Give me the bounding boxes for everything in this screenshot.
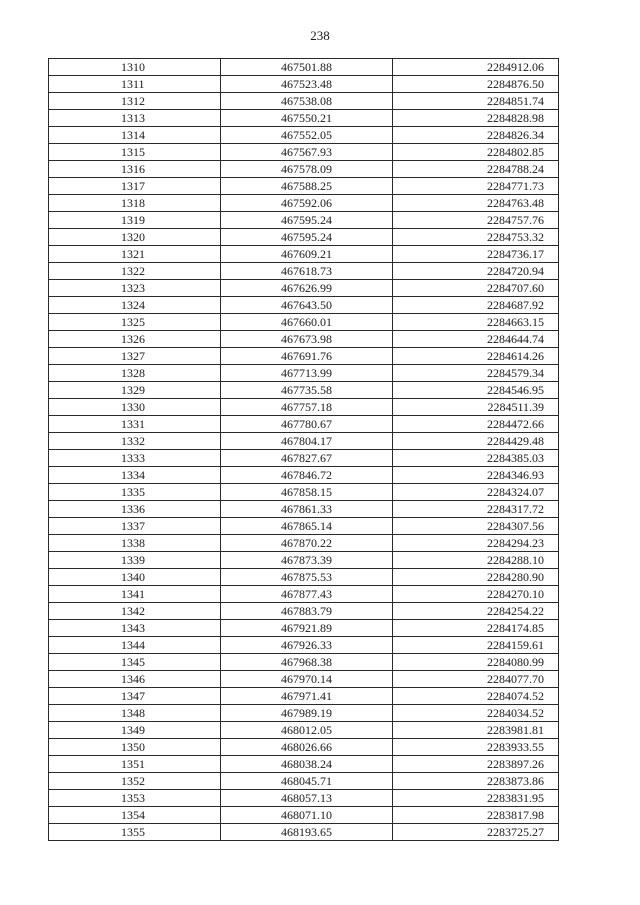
- x-coordinate-cell: 467875.53: [221, 569, 393, 586]
- x-coordinate-cell: 467673.98: [221, 331, 393, 348]
- y-coordinate-cell: 2284324.07: [393, 484, 559, 501]
- point-number-cell: 1317: [49, 178, 221, 195]
- table-row: [49, 93, 559, 110]
- table-row: [49, 586, 559, 603]
- x-coordinate-cell: 467846.72: [221, 467, 393, 484]
- point-number-cell: 1315: [49, 144, 221, 161]
- x-coordinate-cell: 468038.24: [221, 756, 393, 773]
- point-number-cell: 1324: [49, 297, 221, 314]
- y-coordinate-cell: 2284707.60: [393, 280, 559, 297]
- point-number-cell: 1350: [49, 739, 221, 756]
- x-coordinate-cell: 467970.14: [221, 671, 393, 688]
- y-coordinate-cell: 2284757.76: [393, 212, 559, 229]
- point-number-cell: 1318: [49, 195, 221, 212]
- y-coordinate-cell: 2284346.93: [393, 467, 559, 484]
- point-number-cell: 1319: [49, 212, 221, 229]
- x-coordinate-cell: 467538.08: [221, 93, 393, 110]
- page-number: 238: [310, 28, 330, 43]
- x-coordinate-cell: 467858.15: [221, 484, 393, 501]
- x-coordinate-cell: 467861.33: [221, 501, 393, 518]
- point-number-cell: 1336: [49, 501, 221, 518]
- point-number-cell: 1343: [49, 620, 221, 637]
- point-number-cell: 1326: [49, 331, 221, 348]
- table-row: [49, 161, 559, 178]
- point-number-cell: 1332: [49, 433, 221, 450]
- point-number-cell: 1312: [49, 93, 221, 110]
- y-coordinate-cell: 2284159.61: [393, 637, 559, 654]
- table-row: [49, 603, 559, 620]
- table-row: [49, 59, 559, 76]
- point-number-cell: 1352: [49, 773, 221, 790]
- coordinate-table: [48, 58, 559, 841]
- x-coordinate-cell: 467691.76: [221, 348, 393, 365]
- table-row: [49, 620, 559, 637]
- y-coordinate-cell: 2284851.74: [393, 93, 559, 110]
- x-coordinate-cell: 467713.99: [221, 365, 393, 382]
- x-coordinate-cell: 468026.66: [221, 739, 393, 756]
- table-row: [49, 399, 559, 416]
- x-coordinate-cell: 467971.41: [221, 688, 393, 705]
- point-number-cell: 1311: [49, 76, 221, 93]
- table-row: [49, 382, 559, 399]
- y-coordinate-cell: 2284614.26: [393, 348, 559, 365]
- table-row: [49, 212, 559, 229]
- table-row: [49, 637, 559, 654]
- table-row: [49, 178, 559, 195]
- x-coordinate-cell: 467735.58: [221, 382, 393, 399]
- point-number-cell: 1337: [49, 518, 221, 535]
- table-row: [49, 552, 559, 569]
- y-coordinate-cell: 2284294.23: [393, 535, 559, 552]
- x-coordinate-cell: 467827.67: [221, 450, 393, 467]
- x-coordinate-cell: 467780.67: [221, 416, 393, 433]
- y-coordinate-cell: 2284736.17: [393, 246, 559, 263]
- point-number-cell: 1355: [49, 824, 221, 841]
- x-coordinate-cell: 467609.21: [221, 246, 393, 263]
- y-coordinate-cell: 2284579.34: [393, 365, 559, 382]
- table-row: [49, 722, 559, 739]
- y-coordinate-cell: 2283981.81: [393, 722, 559, 739]
- table-row: [49, 739, 559, 756]
- x-coordinate-cell: 467550.21: [221, 110, 393, 127]
- table-row: [49, 773, 559, 790]
- y-coordinate-cell: 2284254.22: [393, 603, 559, 620]
- y-coordinate-cell: 2284280.90: [393, 569, 559, 586]
- x-coordinate-cell: 468071.10: [221, 807, 393, 824]
- y-coordinate-cell: 2284385.03: [393, 450, 559, 467]
- y-coordinate-cell: 2284663.15: [393, 314, 559, 331]
- point-number-cell: 1348: [49, 705, 221, 722]
- y-coordinate-cell: 2284270.10: [393, 586, 559, 603]
- y-coordinate-cell: 2283831.95: [393, 790, 559, 807]
- x-coordinate-cell: 467592.06: [221, 195, 393, 212]
- y-coordinate-cell: 2284912.06: [393, 59, 559, 76]
- y-coordinate-cell: 2284174.85: [393, 620, 559, 637]
- table-row: [49, 705, 559, 722]
- y-coordinate-cell: 2284307.56: [393, 518, 559, 535]
- y-coordinate-cell: 2284826.34: [393, 127, 559, 144]
- table-row: [49, 671, 559, 688]
- point-number-cell: 1323: [49, 280, 221, 297]
- table-row: [49, 280, 559, 297]
- y-coordinate-cell: 2284876.50: [393, 76, 559, 93]
- y-coordinate-cell: 2283725.27: [393, 824, 559, 841]
- point-number-cell: 1346: [49, 671, 221, 688]
- table-row: [49, 518, 559, 535]
- x-coordinate-cell: 467501.88: [221, 59, 393, 76]
- x-coordinate-cell: 467865.14: [221, 518, 393, 535]
- y-coordinate-cell: 2284317.72: [393, 501, 559, 518]
- y-coordinate-cell: 2283897.26: [393, 756, 559, 773]
- point-number-cell: 1316: [49, 161, 221, 178]
- point-number-cell: 1344: [49, 637, 221, 654]
- table-row: [49, 110, 559, 127]
- point-number-cell: 1310: [49, 59, 221, 76]
- y-coordinate-cell: 2284802.85: [393, 144, 559, 161]
- x-coordinate-cell: 467618.73: [221, 263, 393, 280]
- table-row: [49, 654, 559, 671]
- table-row: [49, 756, 559, 773]
- point-number-cell: 1321: [49, 246, 221, 263]
- x-coordinate-cell: 468193.65: [221, 824, 393, 841]
- x-coordinate-cell: 467578.09: [221, 161, 393, 178]
- point-number-cell: 1345: [49, 654, 221, 671]
- table-row: [49, 297, 559, 314]
- x-coordinate-cell: 467873.39: [221, 552, 393, 569]
- y-coordinate-cell: 2284788.24: [393, 161, 559, 178]
- x-coordinate-cell: 467595.24: [221, 212, 393, 229]
- y-coordinate-cell: 2284472.66: [393, 416, 559, 433]
- x-coordinate-cell: 467523.48: [221, 76, 393, 93]
- x-coordinate-cell: 467757.18: [221, 399, 393, 416]
- point-number-cell: 1354: [49, 807, 221, 824]
- point-number-cell: 1338: [49, 535, 221, 552]
- x-coordinate-cell: 467883.79: [221, 603, 393, 620]
- x-coordinate-cell: 467643.50: [221, 297, 393, 314]
- y-coordinate-cell: 2284753.32: [393, 229, 559, 246]
- y-coordinate-cell: 2284074.52: [393, 688, 559, 705]
- point-number-cell: 1340: [49, 569, 221, 586]
- y-coordinate-cell: 2284511.39: [393, 399, 559, 416]
- table-row: [49, 467, 559, 484]
- table-row: [49, 195, 559, 212]
- table-row: [49, 314, 559, 331]
- table-row: [49, 331, 559, 348]
- table-row: [49, 450, 559, 467]
- x-coordinate-cell: 467804.17: [221, 433, 393, 450]
- point-number-cell: 1334: [49, 467, 221, 484]
- y-coordinate-cell: 2284288.10: [393, 552, 559, 569]
- y-coordinate-cell: 2283817.98: [393, 807, 559, 824]
- x-coordinate-cell: 467595.24: [221, 229, 393, 246]
- point-number-cell: 1341: [49, 586, 221, 603]
- table-row: [49, 246, 559, 263]
- point-number-cell: 1349: [49, 722, 221, 739]
- table-row: [49, 535, 559, 552]
- point-number-cell: 1351: [49, 756, 221, 773]
- table-row: [49, 348, 559, 365]
- y-coordinate-cell: 2284034.52: [393, 705, 559, 722]
- x-coordinate-cell: 467989.19: [221, 705, 393, 722]
- point-number-cell: 1330: [49, 399, 221, 416]
- x-coordinate-cell: 467968.38: [221, 654, 393, 671]
- x-coordinate-cell: 468045.71: [221, 773, 393, 790]
- y-coordinate-cell: 2284828.98: [393, 110, 559, 127]
- y-coordinate-cell: 2284644.74: [393, 331, 559, 348]
- point-number-cell: 1322: [49, 263, 221, 280]
- point-number-cell: 1333: [49, 450, 221, 467]
- y-coordinate-cell: 2283873.86: [393, 773, 559, 790]
- y-coordinate-cell: 2284077.70: [393, 671, 559, 688]
- point-number-cell: 1335: [49, 484, 221, 501]
- y-coordinate-cell: 2284720.94: [393, 263, 559, 280]
- point-number-cell: 1328: [49, 365, 221, 382]
- coordinate-table-body: [49, 59, 559, 841]
- point-number-cell: 1313: [49, 110, 221, 127]
- table-row: [49, 807, 559, 824]
- point-number-cell: 1339: [49, 552, 221, 569]
- point-number-cell: 1325: [49, 314, 221, 331]
- x-coordinate-cell: 467552.05: [221, 127, 393, 144]
- x-coordinate-cell: 467626.99: [221, 280, 393, 297]
- table-row: [49, 365, 559, 382]
- x-coordinate-cell: 468057.13: [221, 790, 393, 807]
- table-row: [49, 229, 559, 246]
- y-coordinate-cell: 2284429.48: [393, 433, 559, 450]
- table-row: [49, 76, 559, 93]
- y-coordinate-cell: 2284771.73: [393, 178, 559, 195]
- table-row: [49, 688, 559, 705]
- point-number-cell: 1353: [49, 790, 221, 807]
- table-row: [49, 144, 559, 161]
- point-number-cell: 1327: [49, 348, 221, 365]
- table-row: [49, 127, 559, 144]
- table-row: [49, 484, 559, 501]
- table-row: [49, 433, 559, 450]
- point-number-cell: 1342: [49, 603, 221, 620]
- point-number-cell: 1320: [49, 229, 221, 246]
- table-row: [49, 569, 559, 586]
- table-row: [49, 790, 559, 807]
- point-number-cell: 1331: [49, 416, 221, 433]
- table-row: [49, 416, 559, 433]
- point-number-cell: 1347: [49, 688, 221, 705]
- table-row: [49, 263, 559, 280]
- x-coordinate-cell: 467660.01: [221, 314, 393, 331]
- y-coordinate-cell: 2284080.99: [393, 654, 559, 671]
- x-coordinate-cell: 467588.25: [221, 178, 393, 195]
- y-coordinate-cell: 2283933.55: [393, 739, 559, 756]
- point-number-cell: 1314: [49, 127, 221, 144]
- y-coordinate-cell: 2284546.95: [393, 382, 559, 399]
- table-row: [49, 824, 559, 841]
- point-number-cell: 1329: [49, 382, 221, 399]
- x-coordinate-cell: 467877.43: [221, 586, 393, 603]
- y-coordinate-cell: 2284763.48: [393, 195, 559, 212]
- x-coordinate-cell: 467921.89: [221, 620, 393, 637]
- y-coordinate-cell: 2284687.92: [393, 297, 559, 314]
- x-coordinate-cell: 467567.93: [221, 144, 393, 161]
- x-coordinate-cell: 467926.33: [221, 637, 393, 654]
- x-coordinate-cell: 467870.22: [221, 535, 393, 552]
- table-row: [49, 501, 559, 518]
- x-coordinate-cell: 468012.05: [221, 722, 393, 739]
